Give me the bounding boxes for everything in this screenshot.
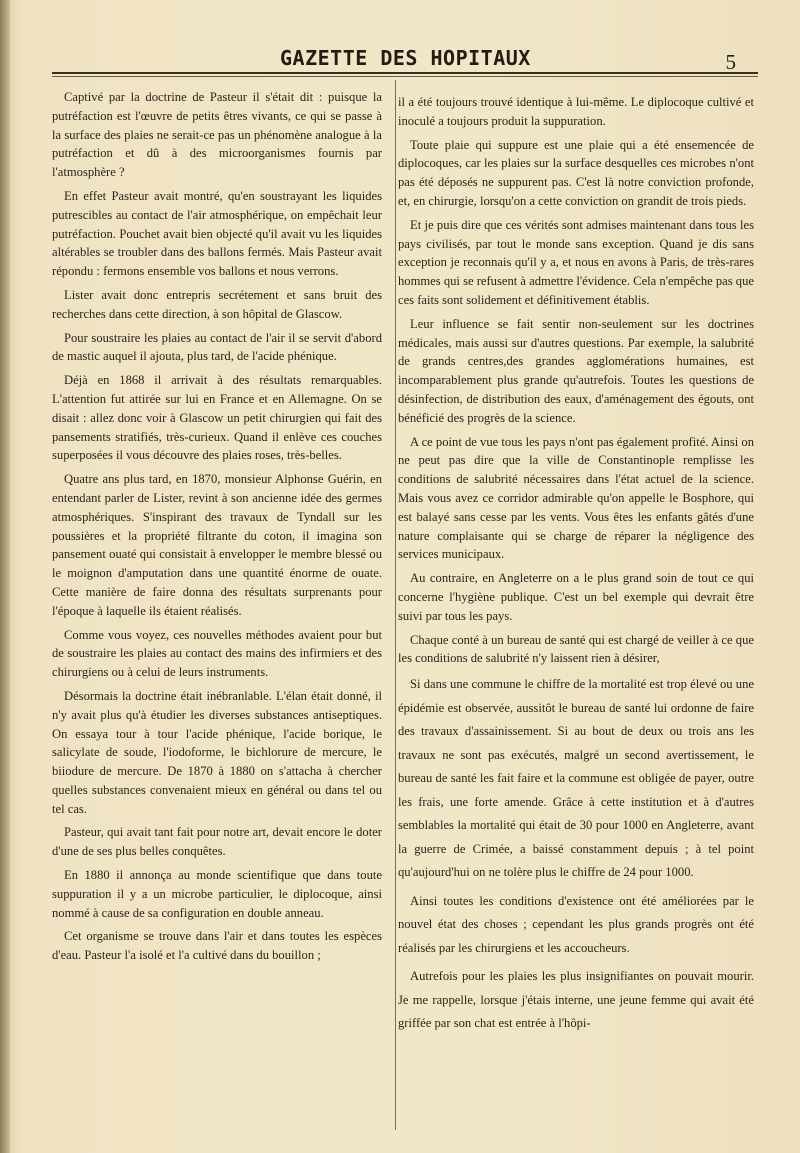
page-number: 5	[725, 50, 736, 74]
paragraph: En 1880 il annonça au monde scientifique que dans toute suppuration il y a un microbe particulier, le diplocoque, ainsi nommé à cause de sa configuration en double anneau.	[52, 868, 382, 920]
paragraph: Autrefois pour les plaies les plus insignifiantes on pouvait mourir. Je me rappelle, lorsque j'étais interne, une jeune femme qui avait été griffée par son chat est entrée à l'hôpi-	[398, 969, 754, 1031]
paragraph: A ce point de vue tous les pays n'ont pas également profité. Ainsi on ne peut pas dire que la ville de Constantinople remplisse les conditions de salubrité nécessaires dans l'état actuel de la science. Mais vous avez ce corridor admirable qu'on appelle le Bosphore, qui est balayé sans cesse par les vents. Vous êtes les enfants gâtés d'une nature complaisante qui se charge de réparer la négligence des services municipaux.	[398, 434, 754, 562]
paragraph: Si dans une commune le chiffre de la mortalité est trop élevé ou une épidémie est observée, aussitôt le bureau de santé lui ordonne de faire des travaux d'assainissement. Si au bout de deux ou trois ans les travaux ne sont pas exécutés, malgré un second avertissement, le bureau de santé les fait faire et la commune est obligée de payer, outre les frais, une forte amende. Grâce à cette institution et à d'autres semblables la mortalité qui était de 30 pour 1000 en Angleterre, avant la guerre de Crimée, a baissé constamment depuis ; à tel point qu'aujourd'hui on ne tolère plus le chiffre de 24 pour 1000.	[398, 677, 754, 880]
paragraph: En effet Pasteur avait montré, qu'en soustrayant les liquides putrescibles au contact de l'air atmosphérique, on empêchait leur putréfaction. Pouchet avait bien objecté qu'il avait vu les liquides altérables se troubler dans des ballons fermés. Mais Pasteur avait répondu : fermons ensemble vos ballons et nous verrons.	[52, 188, 382, 279]
running-title: GAZETTE DES HOPITAUX	[280, 46, 531, 70]
paragraph: Pour soustraire les plaies au contact de l'air il se servit d'abord de mastic auquel il ajouta, plus tard, de l'acide phénique.	[52, 330, 382, 364]
column-divider	[395, 80, 396, 1130]
header-rule-thin	[52, 76, 758, 77]
paragraph: Désormais la doctrine était inébranlable. L'élan était donné, il n'y avait plus qu'à étudier les diverses substances antiseptiques. On essaya tour à tour l'acide phénique, l'acide borique, le salicylate de soude, l'iodoforme, le bichlorure de mercure, le biiodure de mercure. De 1870 à 1880 on s'attacha à chercher quelles substances convenaient mieux en général ou dans tel ou tel cas.	[52, 688, 382, 816]
paragraph: Déjà en 1868 il arrivait à des résultats remarquables. L'attention fut attirée sur lui en France et en Allemagne. On se disait : allez donc voir à Glascow un petit chirurgien qui fait des pansements stratifiés, très-curieux. Quand il enlève ces couches superposées il vous découvre des plaies roses, très-belles.	[52, 373, 382, 463]
paragraph: Quatre ans plus tard, en 1870, monsieur Alphonse Guérin, en entendant parler de Lister, revint à son ancienne idée des germes atmosphériques. S'inspirant des travaux de Tyndall sur les poussières et la propriété filtrante du coton, il imagina son pansement ouaté qui consistait à envelopper le membre blessé ou le moignon d'amputation dans une quantité énorme de ouate. Cette manière de faire donna des résultats surprenants pour l'époque à laquelle ils étaient réalisés.	[52, 472, 382, 618]
left-column	[52, 88, 382, 970]
header-rule	[52, 72, 758, 74]
paragraph: Comme vous voyez, ces nouvelles méthodes avaient pour but de soustraire les plaies au contact des mains des infirmiers et des chirurgiens ou à celui de leurs instruments.	[52, 627, 382, 680]
paragraph: Pasteur, qui avait tant fait pour notre art, devait encore le doter d'une de ses plus belles conquêtes.	[52, 825, 382, 859]
paragraph: il a été toujours trouvé identique à lui-même. Le diplocoque cultivé et inoculé a toujours produit la suppuration.	[398, 95, 754, 128]
page-binding-edge	[0, 0, 10, 1153]
paragraph: Lister avait donc entrepris secrétement et sans bruit des recherches dans cette direction, à son hôpital de Glascow.	[52, 287, 382, 321]
paragraph: Captivé par la doctrine de Pasteur il s'était dit : puisque la putréfaction est l'œuvre de petits êtres vivants, ce qui se passe à la surface des plaies ne serait-ce pas un phénomène analogue à la putréfaction et dû à des microorganismes fournis par l'atmosphère ?	[52, 90, 382, 180]
paragraph: Et je puis dire que ces vérités sont admises maintenant dans tous les pays civilisés, par tout le monde sans exception. Quand je dis sans exception je reconnais qu'il y a, et nous en avons à Paris, de très-rares hommes qui se refusent à admettre l'évidence. Cela n'empêche pas que ces faits sont solidement et définitivement établis.	[398, 217, 754, 307]
right-column	[398, 93, 754, 1041]
paragraph: Cet organisme se trouve dans l'air et dans toutes les espèces d'eau. Pasteur l'a isolé et l'a cultivé dans du bouillon ;	[52, 929, 382, 963]
paragraph: Chaque conté à un bureau de santé qui est chargé de veiller à ce que les conditions de salubrité n'y laissent rien à désirer,	[398, 632, 754, 666]
paragraph: Toute plaie qui suppure est une plaie qui a été ensemencée de diplocoques, car les plaies sur la surface desquelles ces microbes n'ont pas été déposés ne suppurent pas. C'est là notre conviction profonde, et, en chirurgie, lorsqu'on a cette conviction on grandit de trois pieds.	[398, 137, 754, 208]
paragraph: Au contraire, en Angleterre on a le plus grand soin de tout ce qui concerne l'hygiène publique. C'est un bel exemple qui devrait être suivi par tous les pays.	[398, 571, 754, 623]
paragraph: Ainsi toutes les conditions d'existence ont été améliorées par le nouvel état des choses ; cependant les plus grands progrès ont été réalisés par les chirurgiens et les accoucheurs.	[398, 893, 754, 955]
paragraph: Leur influence se fait sentir non-seulement sur les doctrines médicales, mais aussi sur d'autres questions. Par exemple, la salubrité de grands centres,des grandes agglomérations humaines, est incomparablement plus grande qu'autrefois. Toutes les questions de désinfection, de distribution des eaux, d'aménagement des égouts, ont bénéficié des progrès de la science.	[398, 316, 754, 425]
